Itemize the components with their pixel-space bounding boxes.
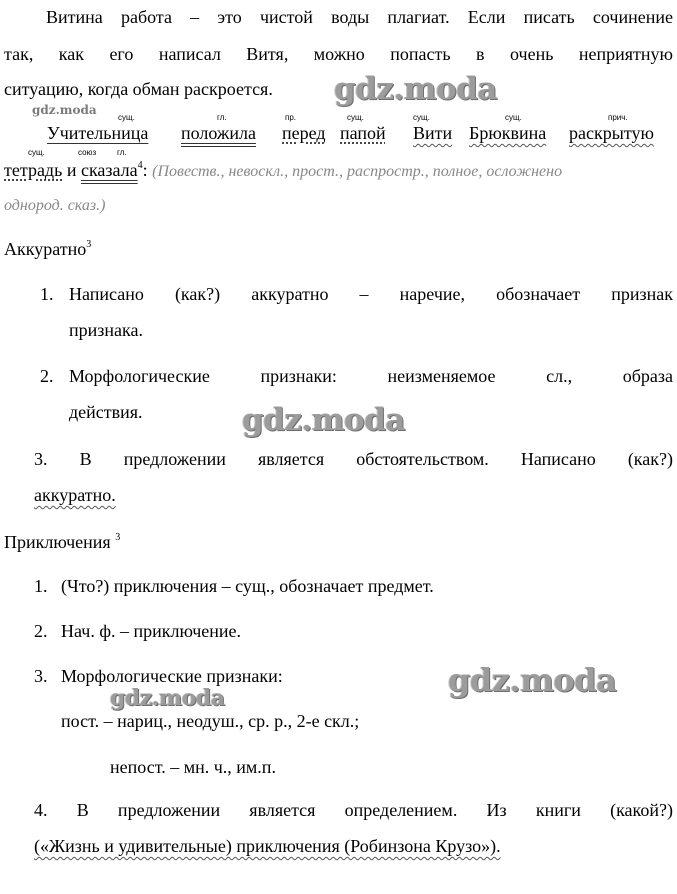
- pos-tag: гл.: [217, 113, 227, 122]
- pos-tag: сущ.: [347, 113, 364, 122]
- list-number: 2.: [34, 621, 48, 641]
- sentence-characteristics: (Повеств., невоскл., прост., распростр., полное, осложнено: [152, 163, 563, 180]
- object-word: тетрадь: [4, 160, 63, 180]
- list-item: Морфологические признаки:: [61, 666, 283, 686]
- attribute-word: раскрытую: [569, 123, 654, 143]
- list-subitem: пост. – нариц., неодуш., ср. р., 2-е скл.;: [61, 711, 360, 731]
- pos-tag: сущ.: [413, 113, 430, 122]
- predicate-word: положила: [181, 123, 256, 143]
- object-word: папой: [340, 123, 386, 143]
- list-item: 3. В предложении является обстоятельством. Написано (как?): [34, 449, 673, 469]
- superscript: 3: [86, 239, 92, 250]
- superscript: 4: [137, 160, 143, 171]
- pos-tag: сущ.: [118, 113, 135, 122]
- predicate-word: сказала: [80, 160, 138, 180]
- paragraph-line: Витина работа – это чистой воды плагиат. Если писать сочинение: [46, 7, 673, 27]
- list-subitem: непост. – мн. ч., им.п.: [110, 757, 276, 777]
- pos-tag: гл.: [117, 148, 127, 157]
- list-item: (Что?) приключения – сущ., обозначает предмет.: [61, 576, 434, 596]
- attribute-word: Брюквина: [469, 123, 547, 143]
- paragraph-line: так, как его написал Витя, можно попасть в очень неприятную: [4, 44, 673, 64]
- parsed-sentence-line: [4, 161, 562, 180]
- object-word: перед: [282, 123, 326, 143]
- paragraph-line: ситуацию, когда обман раскроется.: [4, 79, 273, 99]
- section-title: [4, 533, 120, 551]
- section-title-text: Аккуратно: [4, 239, 87, 259]
- list-number: 3.: [34, 666, 48, 686]
- attribute-word: Вити: [413, 123, 453, 143]
- list-item: 4. В предложении является определением. Из книги (какой?): [34, 800, 673, 820]
- list-item: Нач. ф. – приключение.: [61, 621, 242, 641]
- watermark-logo-small: gdz.moda: [32, 103, 97, 117]
- subject-word: Учительница: [47, 123, 149, 143]
- list-number: 1.: [40, 284, 54, 304]
- sentence-characteristics: однород. сказ.): [4, 197, 106, 214]
- list-item: аккуратно.: [34, 485, 116, 505]
- list-item: Морфологические признаки: неизменяемое сл., образа: [69, 366, 673, 386]
- pos-tag: сущ.: [505, 113, 522, 122]
- list-item: признака.: [69, 320, 143, 340]
- section-title: [4, 240, 91, 258]
- list-item: Написано (как?) аккуратно – наречие, обозначает признак: [69, 284, 673, 304]
- pos-tag: союз: [78, 148, 97, 157]
- watermark-logo: gdz.moda: [448, 661, 617, 699]
- superscript: 3: [115, 532, 121, 543]
- list-item: действия.: [69, 402, 143, 422]
- conjunction-word: и: [66, 160, 77, 180]
- pos-tag: сущ.: [28, 148, 45, 157]
- watermark-logo: gdz.moda: [334, 71, 497, 107]
- colon: :: [142, 160, 148, 180]
- pos-tag: пр.: [285, 113, 297, 122]
- watermark-logo: gdz.moda: [242, 402, 405, 438]
- pos-tag: прич.: [608, 113, 628, 122]
- list-number: 1.: [34, 576, 48, 596]
- watermark-logo: gdz.moda: [110, 685, 225, 711]
- list-item: («Жизнь и удивительные) приключения (Робинзона Крузо»).: [34, 836, 501, 856]
- list-number: 2.: [40, 366, 54, 386]
- section-title-text: Приключения: [4, 532, 111, 552]
